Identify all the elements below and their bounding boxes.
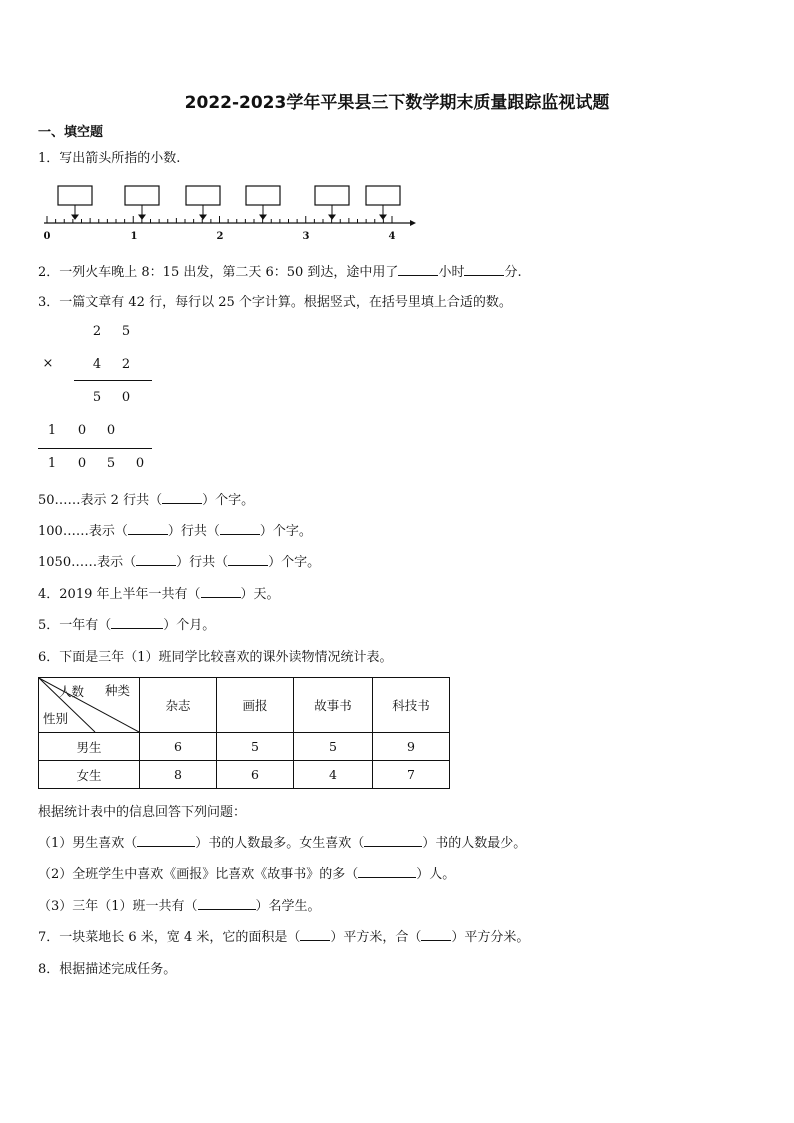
blank[interactable] [201,585,241,598]
blank[interactable] [136,553,176,566]
times-sign: × [42,356,54,371]
answer-boxes [58,186,400,205]
blank-hours[interactable] [398,263,438,276]
digit: 2 [121,357,131,372]
table-cell: 9 [373,733,450,761]
header-people: 人数 [59,684,85,699]
column-header: 杂志 [140,678,217,733]
digit: 2 [92,324,102,339]
digit: 0 [77,423,87,438]
row-label: 女生 [39,761,140,789]
table-cell: 5 [217,733,294,761]
blank[interactable] [364,834,422,847]
vertical-multiplication [38,318,178,478]
tick-label: 0 [43,231,51,242]
question-6-intro: 根据统计表中的信息回答下列问题： [38,805,247,820]
digit: 4 [92,357,102,372]
table-row [39,761,450,789]
axis-arrowhead [410,220,416,226]
question-3: 3．一篇文章有 42 行，每行以 25 个字计算。根据竖式，在括号里填上合适的数。 [38,295,512,310]
question-6-2: （2）全班学生中喜欢《画报》比喜欢《故事书》的多（ ）人。 [38,867,456,882]
table-header-row [39,678,450,733]
question-3c: 1050……表示（ ）行共（ ）个字。 [38,555,321,570]
digit: 0 [77,456,87,471]
question-6-1: （1）男生喜欢（ ）书的人数最多。女生喜欢（ ）书的人数最少。 [38,836,527,851]
blank[interactable] [162,491,202,504]
section-heading: 一、填空题 [38,125,104,140]
digit: 5 [121,324,131,339]
tick-label: 4 [388,231,396,242]
question-3b: 100……表示（ ）行共（ ）个字。 [38,524,312,539]
blank[interactable] [111,616,163,629]
header-gender: 性别 [43,711,69,726]
table-cell: 7 [373,761,450,789]
blank[interactable] [421,928,451,941]
tick-label: 3 [302,231,310,242]
tick-label: 2 [216,231,224,242]
answer-box[interactable] [58,186,92,205]
question-7: 7．一块菜地长 6 米，宽 4 米，它的面积是（ ）平方米，合（ ）平方分米。 [38,930,530,945]
question-5: 5．一年有（ ）个月。 [38,618,216,633]
table-cell: 6 [217,761,294,789]
blank[interactable] [300,928,330,941]
answer-box[interactable] [186,186,220,205]
blank[interactable] [198,897,256,910]
blank-minutes[interactable] [464,263,504,276]
rule-line [38,448,152,449]
digit: 1 [47,456,57,471]
answer-box[interactable] [315,186,349,205]
diagonal-header-cell [39,678,140,733]
question-6-3: （3）三年（1）班一共有（ ）名学生。 [38,899,321,914]
tick-label: 1 [130,231,138,242]
column-header: 画报 [217,678,294,733]
row-label: 男生 [39,733,140,761]
answer-box[interactable] [246,186,280,205]
question-8: 8．根据描述完成任务。 [38,962,177,977]
question-2: 2．一列火车晚上 8：15 出发，第二天 6：50 到达，途中用了 小时 分. [38,265,522,280]
question-4: 4．2019 年上半年一共有（ ）天。 [38,587,280,602]
answer-box[interactable] [125,186,159,205]
digit: 0 [135,456,145,471]
arrows [72,205,386,219]
digit: 1 [47,423,57,438]
ticks [47,216,392,223]
digit: 5 [92,390,102,405]
rule-line [74,380,152,381]
column-header: 科技书 [373,678,450,733]
table-cell: 5 [294,733,373,761]
page-title: 2022-2023学年平果县三下数学期末质量跟踪监视试题 [184,93,610,113]
blank[interactable] [358,865,416,878]
question-6: 6．下面是三年（1）班同学比较喜欢的课外读物情况统计表。 [38,650,393,665]
question-1: 1．写出箭头所指的小数. [38,151,181,166]
answer-box[interactable] [366,186,400,205]
table-row [39,733,450,761]
blank[interactable] [128,522,168,535]
blank[interactable] [137,834,195,847]
statistics-table [38,677,450,789]
digit: 0 [106,423,116,438]
header-type: 种类 [105,683,131,698]
table-cell: 8 [140,761,217,789]
number-line-figure [36,183,426,243]
digit: 5 [106,456,116,471]
question-3a: 50……表示 2 行共（ ）个字。 [38,493,255,508]
blank[interactable] [228,553,268,566]
table-cell: 6 [140,733,217,761]
table-cell: 4 [294,761,373,789]
column-header: 故事书 [294,678,373,733]
digit: 0 [121,390,131,405]
blank[interactable] [220,522,260,535]
